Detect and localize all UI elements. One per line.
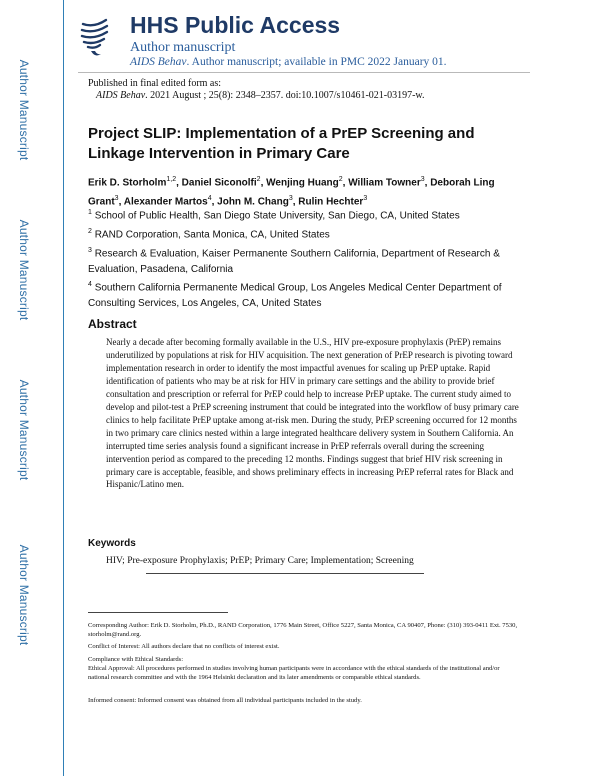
informed-consent-note: Informed consent: Informed consent was obtained from all individual participants included in the study. [88,697,362,704]
author-name: Rulin Hechter [298,196,364,208]
citation-text: . 2021 August ; 25(8): 2348–2357. doi:10.1007/s10461-021-03197-w. [145,90,425,101]
availability-text: . Author manuscript; available in PMC 2022 January 01. [186,56,447,68]
sidebar-label: Author Manuscript [17,59,31,161]
footnote-divider [88,612,228,613]
sidebar-divider [63,0,64,776]
author-name: Deborah Ling Grant [88,177,495,208]
author-affiliation-marker: 2 [256,176,261,183]
author-name: Wenjing Huang [266,177,339,189]
author-affiliation-marker: 2 [338,176,343,183]
author-list: Erik D. Storholm$^{1,2}$, Daniel Siconolfi$^2$, Wenjing Huang$^2$, William Towner$^3$, Deborah Ling Grant$^3$, Alexander Martos$^4$, John M. Chang$^3$, Rulin Hechter$^3$ [88,176,495,208]
ethical-approval-note: Ethical Approval: All procedures performed in studies involving human participants were in accordance with the ethical standards of the institutional and/or national research committee and with the 1964 Helsinki declaration and its later amendments or comparable ethical standards. [88,665,500,681]
citation-journal: AIDS Behav [96,90,146,101]
affiliation: $^3$ Research & Evaluation, Kaiser Permanente Southern California, Department of Research & Evaluation, Pasadena, California [88,247,500,275]
hhs-public-access-title: HHS Public Access [130,12,341,38]
abstract-body: Nearly a decade after becoming formally available in the U.S., HIV pre-exposure prophylaxis (PrEP) remains underutilized by populations at risk for HIV acquisition. The next generation of PrEP research is pivoting toward implementation research in order to identify the most impactful avenues for scaling up PrEP uptake. Rapid identification of patients who may be at risk for HIV in primary care settings and the ability to provide brief consultation and prescription or referral for PrEP could help to increase PrEP uptake. The current study aimed to develop and pilot-test a PrEP screening instrument that could be integrated into the workflow of busy primary care clinics to help facilitate PrEP uptake among at-risk men. During the study, PrEP screening occurred for 12 months in two primary care clinics nested within a large integrated healthcare delivery system in Southern California. An interrupted time series analysis found a significant increase in PrEP referrals overall during the screening intervention period as compared to the preceding 12 months. Findings suggest that brief HIV risk screening in primary care is acceptable, feasible, and shows preliminary effects in increasing PrEP referral rates for Black and Hispanic/Latino men. [106,337,519,490]
author-name: Erik D. Storholm [88,177,167,189]
corresponding-author-note: Corresponding Author: Erik D. Storholm, Ph.D., RAND Corporation, 1776 Main Street, Office 5227, Santa Monica, CA 90407, Phone: (310) 393-0411 Ext. 7530, storholm@rand.org. [88,622,518,638]
sidebar-label: Author Manuscript [17,379,31,481]
sidebar-label: Author Manuscript [17,544,31,646]
keywords-heading: Keywords [88,538,136,549]
hhs-eagle-logo-icon [78,14,112,62]
citation-line [96,90,425,101]
affiliation: $^2$ RAND Corporation, Santa Monica, CA, United States [88,228,330,241]
sidebar-label: Author Manuscript [17,219,31,321]
compliance-heading-note: Compliance with Ethical Standards: [88,656,184,663]
author-affiliation-marker: 4 [207,194,212,202]
conflict-of-interest-note: Conflict of Interest: All authors declare that no conflicts of interest exist. [88,643,280,650]
author-affiliation-marker: 3 [420,176,425,183]
keywords-list: HIV; Pre-exposure Prophylaxis; PrEP; Primary Care; Implementation; Screening [106,556,414,566]
affiliation: $^1$ School of Public Health, San Diego State University, San Diego, CA, United States [88,209,460,222]
author-affiliation-marker: 1,2 [166,176,177,183]
availability-line [130,56,447,68]
author-name: William Towner [348,177,421,189]
published-in-label: Published in final edited form as: [88,78,222,89]
journal-name: AIDS Behav [130,56,187,68]
author-affiliation-marker: 3 [363,194,368,202]
paper-title: Project SLIP: Implementation of a PrEP Screening and Linkage Intervention in Primary Care [88,125,475,162]
section-divider [146,573,424,574]
author-name: Alexander Martos [123,196,208,208]
author-affiliation-marker: 3 [288,194,293,202]
author-name: John M. Chang [217,196,289,208]
author-name: Daniel Siconolfi [181,177,257,189]
abstract-heading: Abstract [88,317,137,331]
author-affiliation-marker: 3 [114,194,119,202]
affiliation: $^4$ Southern California Permanente Medical Group, Los Angeles Medical Center Department of Consulting Services, Los Angeles, CA, United States [88,281,502,309]
header-divider [78,72,530,73]
author-manuscript-subtitle: Author manuscript [130,40,236,55]
